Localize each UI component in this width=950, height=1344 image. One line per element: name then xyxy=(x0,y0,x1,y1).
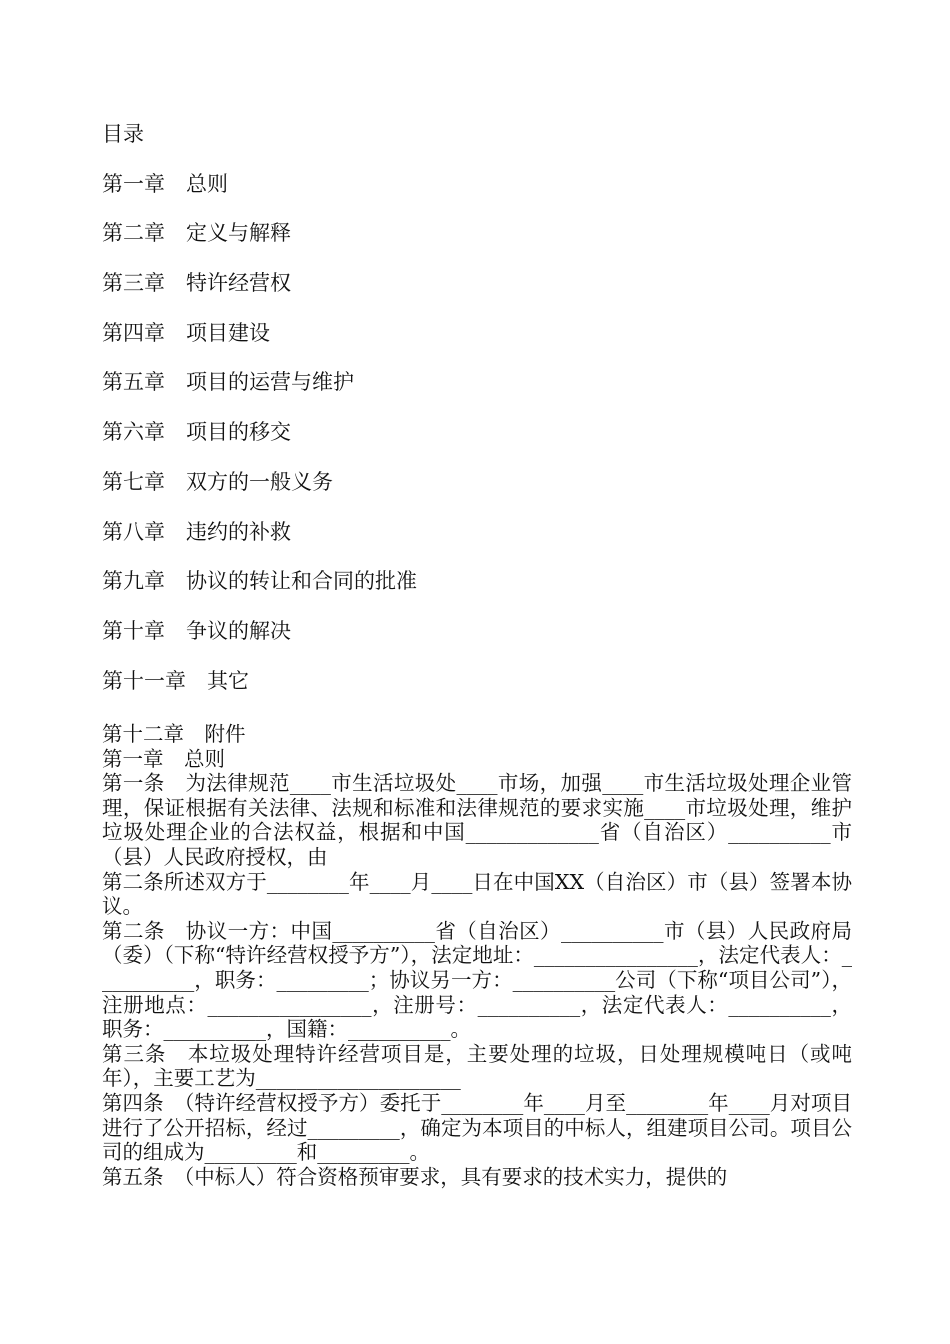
article-1: 第一条 为法律规范____市生活垃圾处____市场，加强____市生活垃圾处理企业管理，保证根据有关法律、法规和标准和法律规范的要求实施____市垃圾处理，维护垃圾处理企业的合法权益，根据和中国_____________省（自治区）__________市（县）人民政府授权，由 xyxy=(102,771,852,869)
article-3: 第三条 本垃圾处理特许经营项目是，主要处理的垃圾，日处理规模吨日（或吨年），主要工艺为____________________ xyxy=(102,1041,852,1091)
toc-chapter-9: 第九章 协议的转让和合同的批准 xyxy=(102,569,417,594)
toc-chapter-3: 第三章 特许经营权 xyxy=(102,271,291,296)
toc-chapter-1: 第一章 总则 xyxy=(102,171,228,196)
article-5: 第五条 （中标人）符合资格预审要求，具有要求的技术实力，提供的 xyxy=(102,1164,728,1189)
article-2a: 第二条所述双方于________年____月____日在中国XX（自治区）市（县）签署本协议。 xyxy=(102,869,852,919)
article-2b: 第二条 协议一方：中国__________省（自治区）__________市（县）人民政府局（委）（下称“特许经营权授予方”），法定地址：________________，法定代表人：__________，职务：_________；协议另一方：__________公司（下称“项目公司”），注册地点：________________，注册号：__________，法定代表人：__________，职务：__________，国籍：__________。 xyxy=(102,918,852,1042)
toc-chapter-10: 第十章 争议的解决 xyxy=(102,618,291,643)
toc-chapter-6: 第六章 项目的移交 xyxy=(102,420,291,445)
toc-chapter-12: 第十二章 附件 xyxy=(102,722,246,746)
toc-chapter-4: 第四章 项目建设 xyxy=(102,320,270,345)
toc-chapter-2: 第二章 定义与解释 xyxy=(102,221,291,246)
toc-chapter-8: 第八章 违约的补救 xyxy=(102,519,291,544)
toc-title: 目录 xyxy=(102,122,144,146)
toc-chapter-11: 第十一章 其它 xyxy=(102,668,249,693)
article-4: 第四条 （特许经营权授予方）委托于________年____月至________年____月对项目进行了公开招标，经过_________，确定为本项目的中标人，组建项目公司。项目公司的组成为_________和_________。 xyxy=(102,1090,852,1165)
document-body xyxy=(102,722,852,1189)
table-of-contents xyxy=(102,122,862,718)
toc-chapter-5: 第五章 项目的运营与维护 xyxy=(102,370,354,395)
chapter-heading: 第一章 总则 xyxy=(102,746,225,771)
toc-chapter-7: 第七章 双方的一般义务 xyxy=(102,469,333,494)
